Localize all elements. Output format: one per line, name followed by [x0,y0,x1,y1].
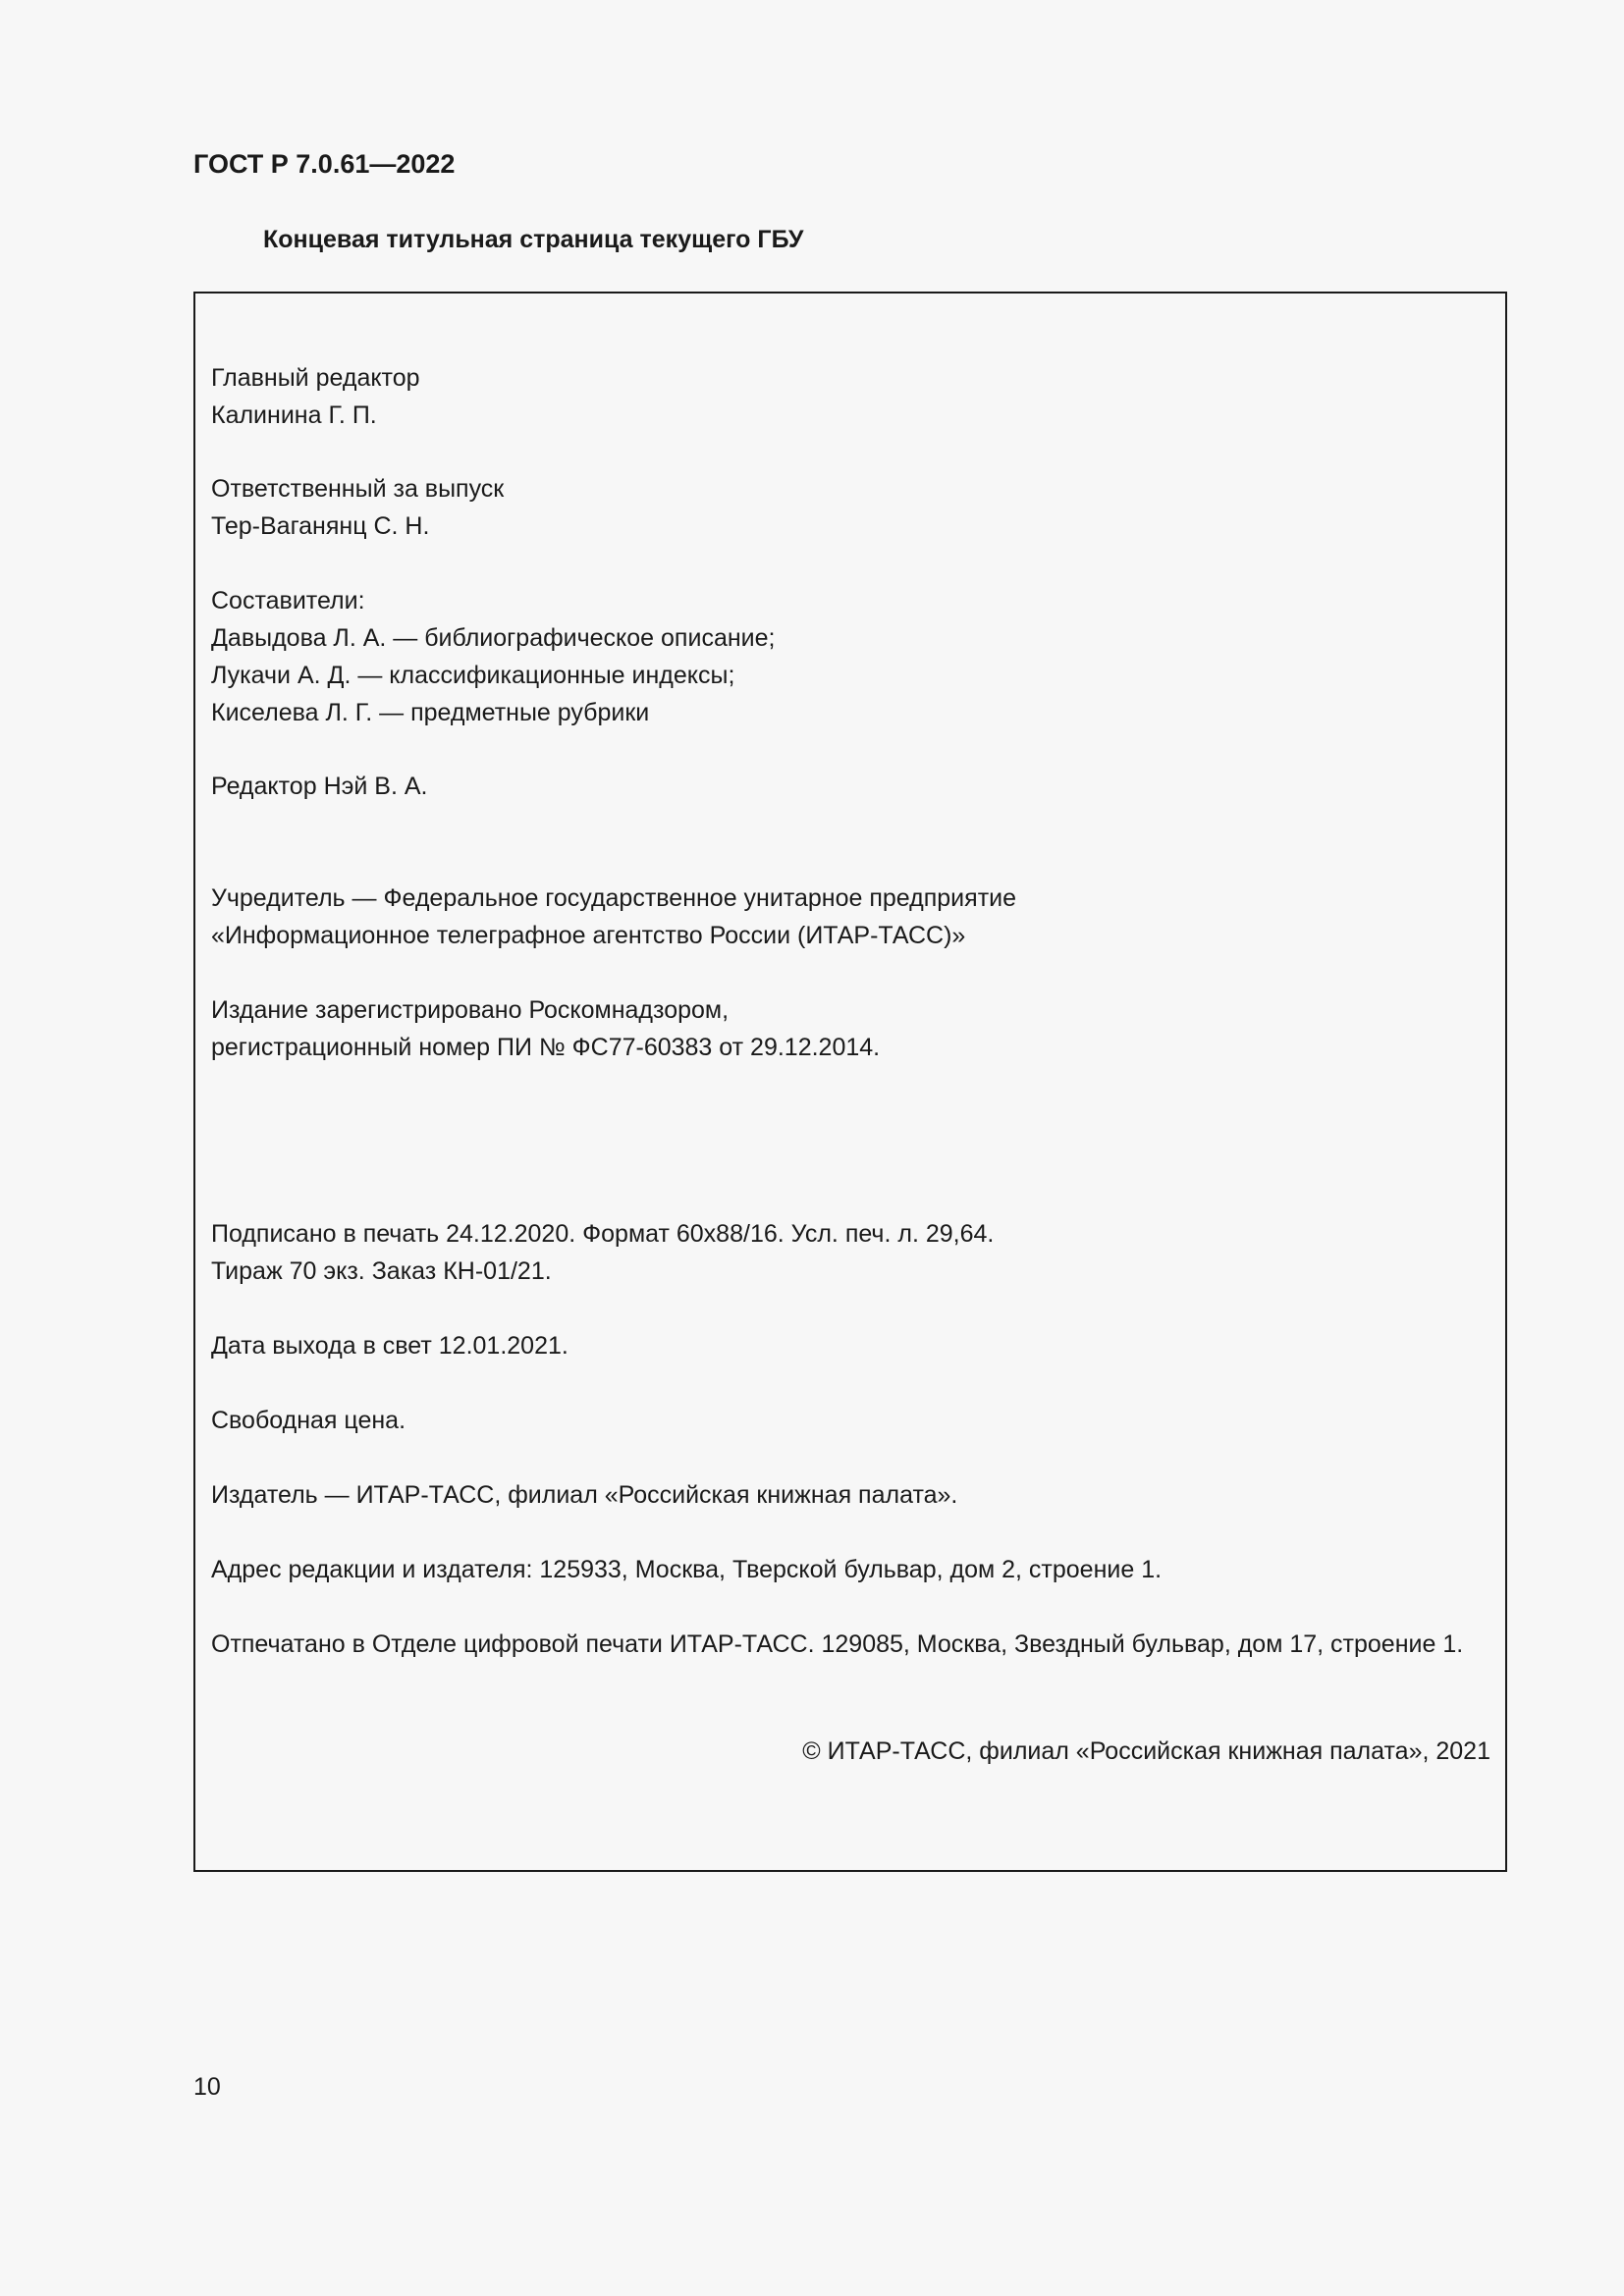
print-info-line: Тираж 70 экз. Заказ КН-01/21. [211,1257,552,1285]
printed-at: Отпечатано в Отделе цифровой печати ИТАР-ТАСС. 129085, Москва, Звездный бульвар, дом 17, строение 1. [211,1630,1464,1658]
copyright: © ИТАР-ТАСС, филиал «Российская книжная палата», 2021 [802,1737,1490,1765]
chief-editor-label: Главный редактор [211,364,420,392]
imprint-frame [193,292,1507,1872]
section-title: Концевая титульная страница текущего ГБУ [263,226,804,253]
compiler-item: Давыдова Л. А. — библиографическое описание; [211,624,776,652]
price: Свободная цена. [211,1407,406,1434]
compilers-label: Составители: [211,587,365,614]
responsible-name: Тер-Ваганянц С. Н. [211,512,430,540]
document-code: ГОСТ Р 7.0.61—2022 [193,149,456,179]
chief-editor-name: Калинина Г. П. [211,401,377,429]
publisher: Издатель — ИТАР-ТАСС, филиал «Российская книжная палата». [211,1481,958,1509]
compiler-item: Киселева Л. Г. — предметные рубрики [211,699,650,726]
page-number: 10 [193,2073,221,2101]
print-info-line: Подписано в печать 24.12.2020. Формат 60х88/16. Усл. печ. л. 29,64. [211,1220,995,1248]
registration-line: Издание зарегистрировано Роскомнадзором, [211,996,730,1024]
compiler-item: Лукачи А. Д. — классификационные индексы; [211,662,735,689]
founder-line: «Информационное телеграфное агентство России (ИТАР-ТАСС)» [211,922,966,949]
address: Адрес редакции и издателя: 125933, Москва, Тверской бульвар, дом 2, строение 1. [211,1556,1163,1583]
founder-line: Учредитель — Федеральное государственное унитарное предприятие [211,884,1017,912]
responsible-label: Ответственный за выпуск [211,475,505,503]
registration-line: регистрационный номер ПИ № ФС77-60383 от 29.12.2014. [211,1034,881,1061]
editor: Редактор Нэй В. А. [211,773,428,800]
release-date: Дата выхода в свет 12.01.2021. [211,1332,568,1360]
